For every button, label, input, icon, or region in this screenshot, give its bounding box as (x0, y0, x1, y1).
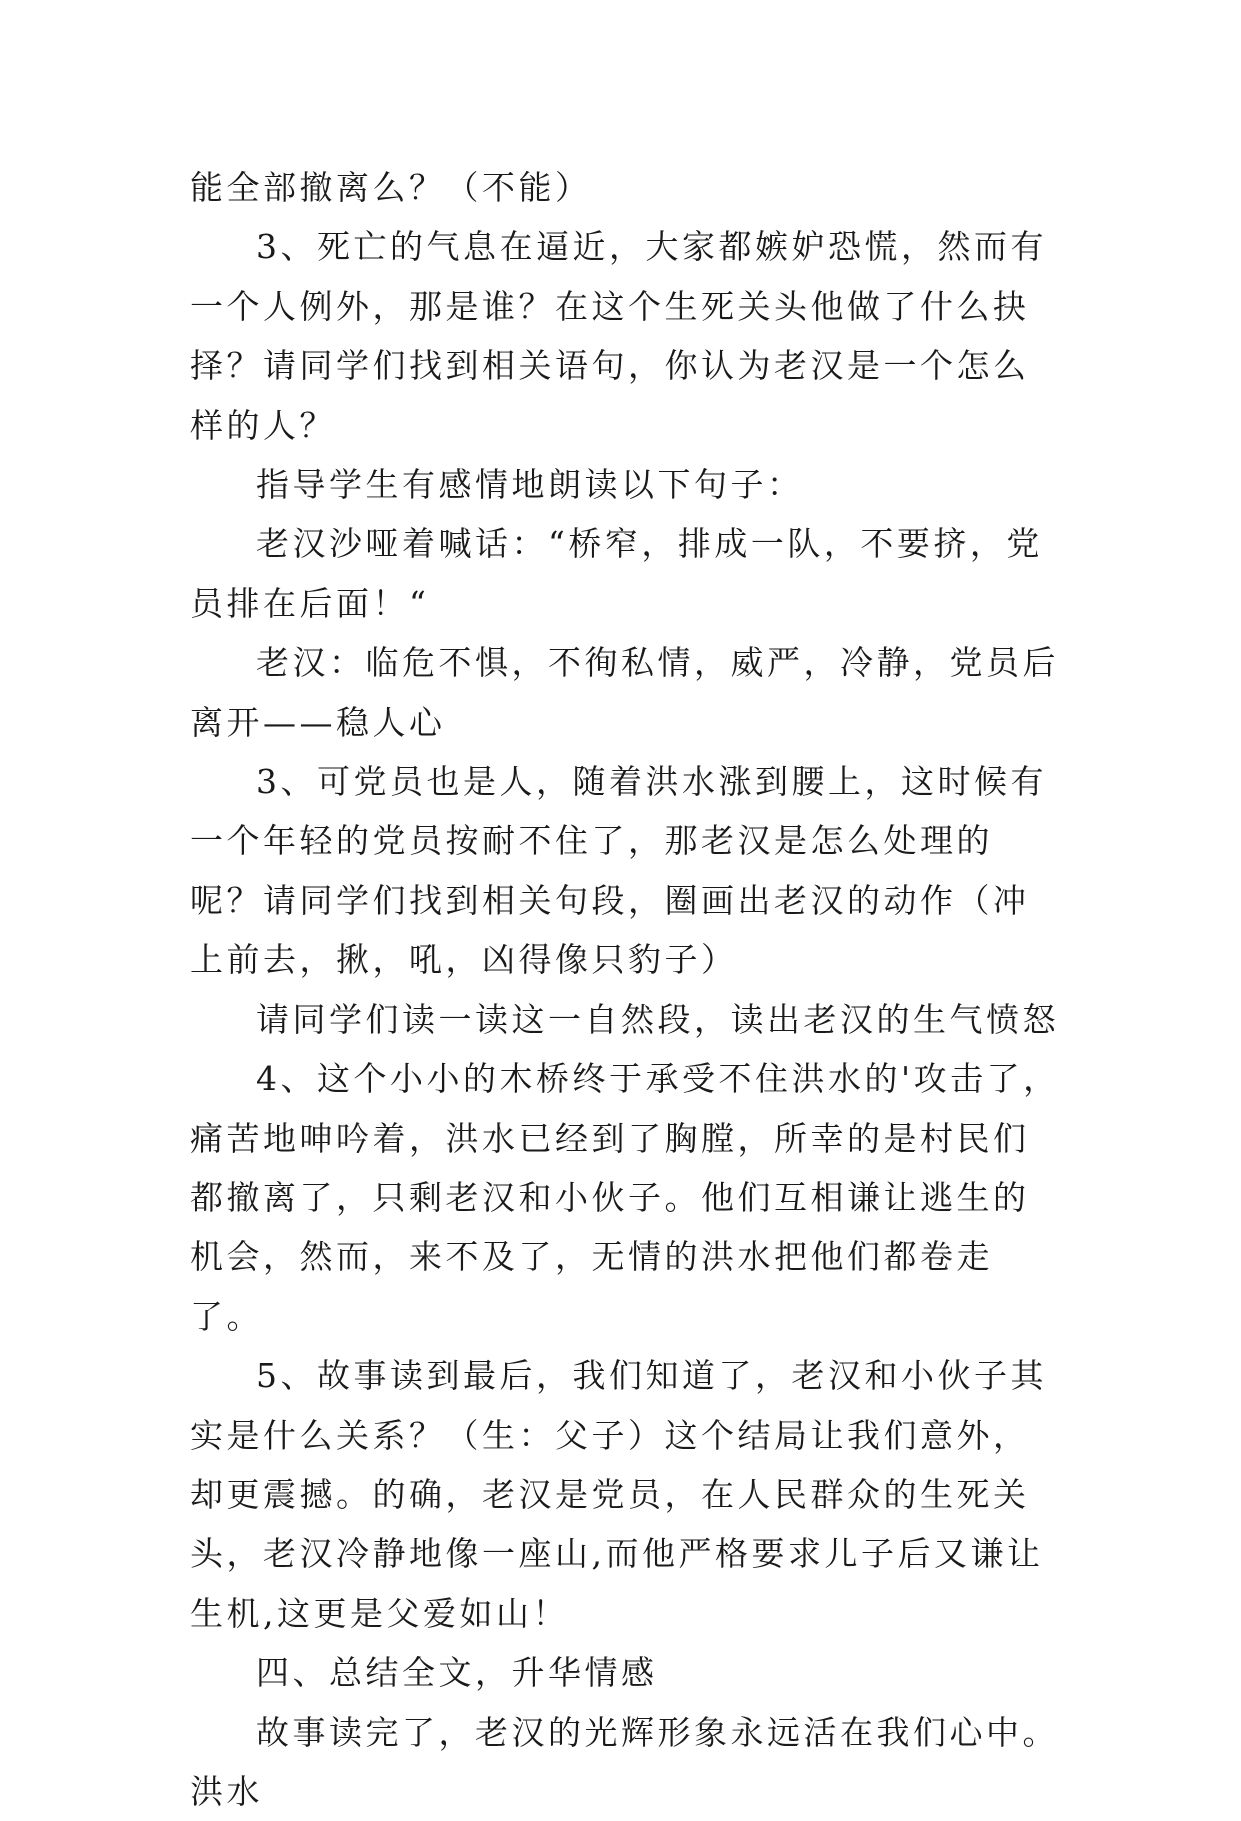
paragraph-8: 4、这个小小的木桥终于承受不住洪水的'攻击了，痛苦地呻吟着，洪水已经到了胸膛，所幸的是村民们都撤离了，只剩老汉和小伙子。他们互相谦让逃生的机会，然而，来不及了，无情的洪水把他们都卷走了。 (190, 1059, 1060, 1336)
document-body (190, 158, 1060, 1821)
paragraph-9: 5、故事读到最后，我们知道了，老汉和小伙子其实是什么关系？（生：父子）这个结局让我们意外，却更震撼。的确，老汉是党员，在人民群众的生死关头，老汉冷静地像一座山,而他严格要求儿子后又谦让生机,这更是父爱如山！ (190, 1356, 1047, 1633)
paragraph-5: 老汉：临危不惧，不徇私情，威严，冷静，党员后离开——稳人心 (190, 643, 1059, 742)
paragraph-3: 指导学生有感情地朗读以下句子： (256, 465, 804, 505)
paragraph-7: 请同学们读一读这一自然段，读出老汉的生气愤怒 (256, 999, 1059, 1039)
paragraph-11: 故事读完了，老汉的光辉形象永远活在我们心中。洪水 (190, 1712, 1059, 1811)
paragraph-1: 能全部撤离么？（不能） (190, 168, 592, 207)
paragraph-6: 3、可党员也是人，随着洪水涨到腰上，这时候有一个年轻的党员按耐不住了，那老汉是怎么处理的呢？请同学们找到相关句段，圈画出老汉的动作（冲上前去，揪，吼，凶得像只豹子） (190, 762, 1047, 980)
paragraph-2: 3、死亡的气息在逼近，大家都嫉妒恐慌，然而有一个人例外，那是谁？在这个生死关头他做了什么抉择？请同学们找到相关语句，你认为老汉是一个怎么样的人？ (190, 227, 1047, 445)
paragraph-10: 四、总结全文，升华情感 (256, 1653, 658, 1693)
paragraph-4: 老汉沙哑着喊话：“桥窄，排成一队，不要挤，党员排在后面！“ (190, 524, 1043, 623)
